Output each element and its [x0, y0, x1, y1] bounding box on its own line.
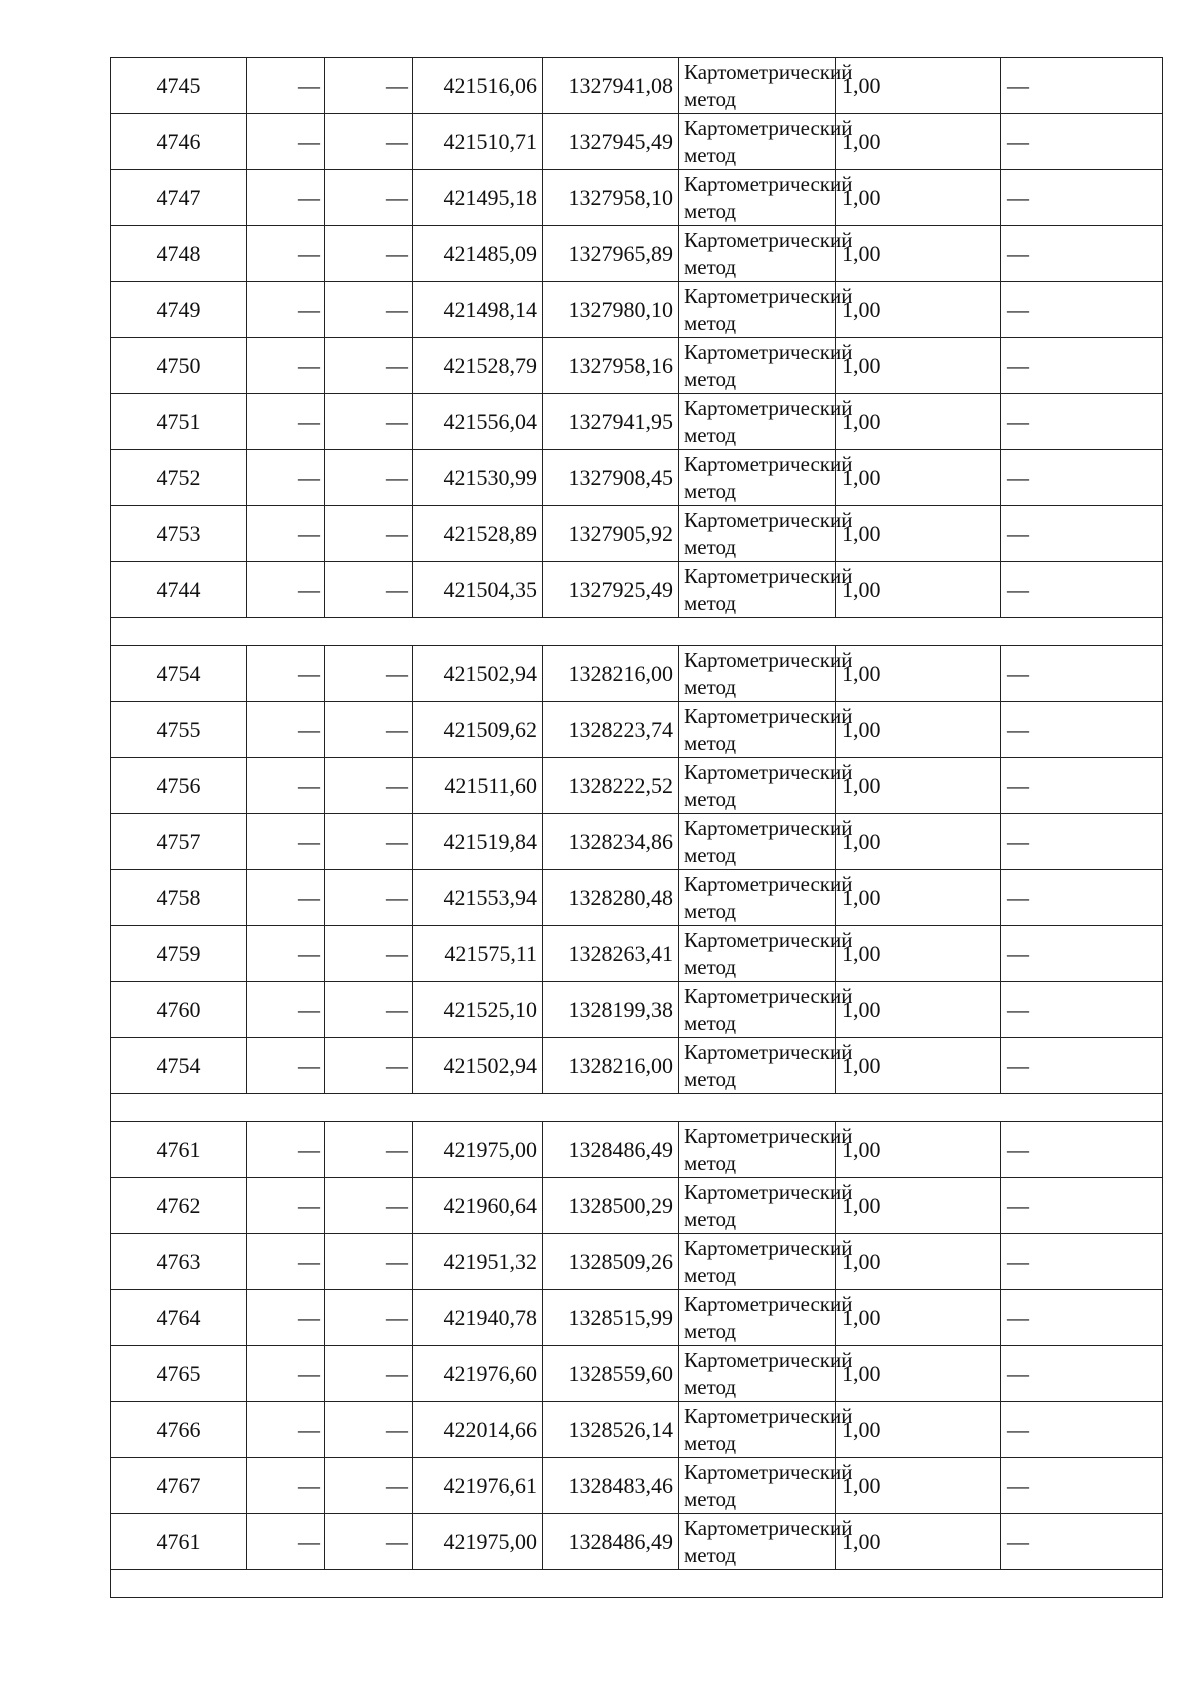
accuracy-cell: 1,00 — [836, 1458, 1001, 1514]
empty-value-cell: — — [247, 646, 325, 702]
empty-value-cell: — — [325, 982, 413, 1038]
x-coordinate-cell: 421960,64 — [413, 1178, 543, 1234]
y-coordinate-cell: 1328216,00 — [543, 1038, 679, 1094]
y-coordinate-cell: 1328500,29 — [543, 1178, 679, 1234]
note-cell: — — [1001, 702, 1163, 758]
y-coordinate-cell: 1328486,49 — [543, 1514, 679, 1570]
point-number-cell: 4766 — [111, 1402, 247, 1458]
point-number-cell: 4758 — [111, 870, 247, 926]
y-coordinate-cell: 1328216,00 — [543, 646, 679, 702]
empty-value-cell: — — [247, 450, 325, 506]
method-cell: Картометрический метод — [679, 170, 836, 226]
table-row — [111, 1038, 1163, 1094]
empty-value-cell: — — [325, 1178, 413, 1234]
note-cell: — — [1001, 870, 1163, 926]
method-cell: Картометрический метод — [679, 1402, 836, 1458]
empty-value-cell: — — [247, 282, 325, 338]
y-coordinate-cell: 1327965,89 — [543, 226, 679, 282]
empty-value-cell: — — [325, 1514, 413, 1570]
x-coordinate-cell: 421951,32 — [413, 1234, 543, 1290]
method-cell: Картометрический метод — [679, 1346, 836, 1402]
method-cell: Картометрический метод — [679, 338, 836, 394]
empty-value-cell: — — [325, 562, 413, 618]
x-coordinate-cell: 421516,06 — [413, 58, 543, 114]
accuracy-cell: 1,00 — [836, 1290, 1001, 1346]
y-coordinate-cell: 1328199,38 — [543, 982, 679, 1038]
note-cell: — — [1001, 1346, 1163, 1402]
note-cell: — — [1001, 758, 1163, 814]
empty-value-cell: — — [247, 338, 325, 394]
accuracy-cell: 1,00 — [836, 926, 1001, 982]
empty-value-cell: — — [325, 338, 413, 394]
x-coordinate-cell: 421502,94 — [413, 646, 543, 702]
empty-value-cell: — — [247, 870, 325, 926]
table-row — [111, 338, 1163, 394]
note-cell: — — [1001, 814, 1163, 870]
empty-value-cell: — — [247, 506, 325, 562]
accuracy-cell: 1,00 — [836, 1038, 1001, 1094]
table-row — [111, 702, 1163, 758]
y-coordinate-cell: 1328223,74 — [543, 702, 679, 758]
x-coordinate-cell: 421485,09 — [413, 226, 543, 282]
empty-value-cell: — — [247, 1122, 325, 1178]
method-cell: Картометрический метод — [679, 394, 836, 450]
empty-value-cell: — — [325, 1290, 413, 1346]
empty-value-cell: — — [247, 1514, 325, 1570]
accuracy-cell: 1,00 — [836, 338, 1001, 394]
method-cell: Картометрический метод — [679, 758, 836, 814]
accuracy-cell: 1,00 — [836, 506, 1001, 562]
method-cell: Картометрический метод — [679, 814, 836, 870]
x-coordinate-cell: 421509,62 — [413, 702, 543, 758]
empty-value-cell: — — [325, 58, 413, 114]
x-coordinate-cell: 421553,94 — [413, 870, 543, 926]
x-coordinate-cell: 421498,14 — [413, 282, 543, 338]
method-cell: Картометрический метод — [679, 1234, 836, 1290]
table-row — [111, 646, 1163, 702]
note-cell: — — [1001, 1178, 1163, 1234]
note-cell: — — [1001, 170, 1163, 226]
method-cell: Картометрический метод — [679, 226, 836, 282]
method-cell: Картометрический метод — [679, 926, 836, 982]
table-row — [111, 114, 1163, 170]
method-cell: Картометрический метод — [679, 58, 836, 114]
x-coordinate-cell: 421511,60 — [413, 758, 543, 814]
x-coordinate-cell: 421575,11 — [413, 926, 543, 982]
note-cell: — — [1001, 58, 1163, 114]
note-cell: — — [1001, 1234, 1163, 1290]
accuracy-cell: 1,00 — [836, 1234, 1001, 1290]
separator-cell — [111, 1094, 1163, 1122]
empty-value-cell: — — [325, 1402, 413, 1458]
empty-value-cell: — — [325, 870, 413, 926]
y-coordinate-cell: 1327980,10 — [543, 282, 679, 338]
x-coordinate-cell: 421528,79 — [413, 338, 543, 394]
method-cell: Картометрический метод — [679, 1290, 836, 1346]
point-number-cell: 4755 — [111, 702, 247, 758]
point-number-cell: 4748 — [111, 226, 247, 282]
method-cell: Картометрический метод — [679, 646, 836, 702]
x-coordinate-cell: 421525,10 — [413, 982, 543, 1038]
note-cell: — — [1001, 114, 1163, 170]
method-cell: Картометрический метод — [679, 702, 836, 758]
table-row — [111, 1458, 1163, 1514]
x-coordinate-cell: 421504,35 — [413, 562, 543, 618]
empty-value-cell: — — [325, 450, 413, 506]
accuracy-cell: 1,00 — [836, 870, 1001, 926]
note-cell: — — [1001, 562, 1163, 618]
accuracy-cell: 1,00 — [836, 1178, 1001, 1234]
table-row — [111, 1402, 1163, 1458]
accuracy-cell: 1,00 — [836, 58, 1001, 114]
table-row — [111, 562, 1163, 618]
empty-value-cell: — — [247, 170, 325, 226]
table-row — [111, 506, 1163, 562]
accuracy-cell: 1,00 — [836, 1402, 1001, 1458]
accuracy-cell: 1,00 — [836, 982, 1001, 1038]
empty-value-cell: — — [325, 1122, 413, 1178]
note-cell: — — [1001, 226, 1163, 282]
table-row — [111, 1178, 1163, 1234]
empty-value-cell: — — [325, 170, 413, 226]
table-row — [111, 1514, 1163, 1570]
note-cell: — — [1001, 394, 1163, 450]
y-coordinate-cell: 1327945,49 — [543, 114, 679, 170]
x-coordinate-cell: 421940,78 — [413, 1290, 543, 1346]
empty-value-cell: — — [325, 506, 413, 562]
note-cell: — — [1001, 926, 1163, 982]
accuracy-cell: 1,00 — [836, 114, 1001, 170]
table-row — [111, 1122, 1163, 1178]
method-cell: Картометрический метод — [679, 1038, 836, 1094]
accuracy-cell: 1,00 — [836, 646, 1001, 702]
y-coordinate-cell: 1328234,86 — [543, 814, 679, 870]
empty-value-cell: — — [247, 114, 325, 170]
empty-value-cell: — — [325, 814, 413, 870]
empty-value-cell: — — [325, 282, 413, 338]
separator-cell — [111, 1570, 1163, 1598]
method-cell: Картометрический метод — [679, 506, 836, 562]
empty-value-cell: — — [247, 1234, 325, 1290]
point-number-cell: 4746 — [111, 114, 247, 170]
empty-value-cell: — — [325, 1458, 413, 1514]
note-cell: — — [1001, 506, 1163, 562]
table-row — [111, 170, 1163, 226]
empty-value-cell: — — [325, 758, 413, 814]
note-cell: — — [1001, 982, 1163, 1038]
note-cell: — — [1001, 1038, 1163, 1094]
accuracy-cell: 1,00 — [836, 562, 1001, 618]
y-coordinate-cell: 1327958,16 — [543, 338, 679, 394]
table-row — [111, 226, 1163, 282]
table-row — [111, 926, 1163, 982]
point-number-cell: 4752 — [111, 450, 247, 506]
note-cell: — — [1001, 450, 1163, 506]
empty-value-cell: — — [325, 1346, 413, 1402]
y-coordinate-cell: 1327908,45 — [543, 450, 679, 506]
x-coordinate-cell: 421976,60 — [413, 1346, 543, 1402]
table-row — [111, 450, 1163, 506]
note-cell: — — [1001, 282, 1163, 338]
empty-value-cell: — — [247, 58, 325, 114]
point-number-cell: 4754 — [111, 1038, 247, 1094]
accuracy-cell: 1,00 — [836, 1122, 1001, 1178]
table-row — [111, 58, 1163, 114]
point-number-cell: 4757 — [111, 814, 247, 870]
accuracy-cell: 1,00 — [836, 1514, 1001, 1570]
note-cell: — — [1001, 1514, 1163, 1570]
empty-value-cell: — — [247, 926, 325, 982]
x-coordinate-cell: 421502,94 — [413, 1038, 543, 1094]
note-cell: — — [1001, 646, 1163, 702]
y-coordinate-cell: 1327941,95 — [543, 394, 679, 450]
accuracy-cell: 1,00 — [836, 1346, 1001, 1402]
x-coordinate-cell: 421556,04 — [413, 394, 543, 450]
point-number-cell: 4749 — [111, 282, 247, 338]
accuracy-cell: 1,00 — [836, 814, 1001, 870]
coordinates-table — [110, 57, 1163, 1598]
note-cell: — — [1001, 1122, 1163, 1178]
y-coordinate-cell: 1327958,10 — [543, 170, 679, 226]
empty-value-cell: — — [325, 114, 413, 170]
method-cell: Картометрический метод — [679, 982, 836, 1038]
method-cell: Картометрический метод — [679, 114, 836, 170]
group-separator-row — [111, 618, 1163, 646]
table-row — [111, 814, 1163, 870]
accuracy-cell: 1,00 — [836, 450, 1001, 506]
x-coordinate-cell: 421975,00 — [413, 1514, 543, 1570]
point-number-cell: 4765 — [111, 1346, 247, 1402]
y-coordinate-cell: 1327905,92 — [543, 506, 679, 562]
point-number-cell: 4745 — [111, 58, 247, 114]
empty-value-cell: — — [247, 226, 325, 282]
empty-value-cell: — — [325, 702, 413, 758]
method-cell: Картометрический метод — [679, 562, 836, 618]
accuracy-cell: 1,00 — [836, 226, 1001, 282]
note-cell: — — [1001, 338, 1163, 394]
empty-value-cell: — — [247, 562, 325, 618]
x-coordinate-cell: 421519,84 — [413, 814, 543, 870]
y-coordinate-cell: 1328483,46 — [543, 1458, 679, 1514]
y-coordinate-cell: 1328222,52 — [543, 758, 679, 814]
empty-value-cell: — — [325, 646, 413, 702]
empty-value-cell: — — [325, 1038, 413, 1094]
separator-cell — [111, 618, 1163, 646]
empty-value-cell: — — [247, 814, 325, 870]
x-coordinate-cell: 421495,18 — [413, 170, 543, 226]
point-number-cell: 4754 — [111, 646, 247, 702]
method-cell: Картометрический метод — [679, 1514, 836, 1570]
table-row — [111, 1234, 1163, 1290]
x-coordinate-cell: 421976,61 — [413, 1458, 543, 1514]
document-page — [110, 57, 1162, 1598]
y-coordinate-cell: 1328263,41 — [543, 926, 679, 982]
accuracy-cell: 1,00 — [836, 170, 1001, 226]
table-row — [111, 758, 1163, 814]
method-cell: Картометрический метод — [679, 1458, 836, 1514]
x-coordinate-cell: 421528,89 — [413, 506, 543, 562]
y-coordinate-cell: 1327941,08 — [543, 58, 679, 114]
table-row — [111, 1346, 1163, 1402]
empty-value-cell: — — [247, 1038, 325, 1094]
note-cell: — — [1001, 1402, 1163, 1458]
empty-value-cell: — — [247, 982, 325, 1038]
x-coordinate-cell: 421530,99 — [413, 450, 543, 506]
method-cell: Картометрический метод — [679, 870, 836, 926]
point-number-cell: 4759 — [111, 926, 247, 982]
point-number-cell: 4761 — [111, 1514, 247, 1570]
y-coordinate-cell: 1328526,14 — [543, 1402, 679, 1458]
method-cell: Картометрический метод — [679, 282, 836, 338]
y-coordinate-cell: 1328515,99 — [543, 1290, 679, 1346]
point-number-cell: 4744 — [111, 562, 247, 618]
note-cell: — — [1001, 1458, 1163, 1514]
table-row — [111, 394, 1163, 450]
group-separator-row — [111, 1094, 1163, 1122]
empty-value-cell: — — [325, 226, 413, 282]
empty-value-cell: — — [247, 1290, 325, 1346]
point-number-cell: 4751 — [111, 394, 247, 450]
x-coordinate-cell: 421510,71 — [413, 114, 543, 170]
empty-value-cell: — — [247, 758, 325, 814]
point-number-cell: 4760 — [111, 982, 247, 1038]
point-number-cell: 4747 — [111, 170, 247, 226]
point-number-cell: 4762 — [111, 1178, 247, 1234]
y-coordinate-cell: 1328559,60 — [543, 1346, 679, 1402]
table-row — [111, 870, 1163, 926]
empty-value-cell: — — [325, 394, 413, 450]
table-row — [111, 1290, 1163, 1346]
point-number-cell: 4767 — [111, 1458, 247, 1514]
method-cell: Картометрический метод — [679, 450, 836, 506]
note-cell: — — [1001, 1290, 1163, 1346]
accuracy-cell: 1,00 — [836, 702, 1001, 758]
table-row — [111, 282, 1163, 338]
empty-value-cell: — — [247, 1402, 325, 1458]
point-number-cell: 4756 — [111, 758, 247, 814]
empty-value-cell: — — [247, 1458, 325, 1514]
y-coordinate-cell: 1327925,49 — [543, 562, 679, 618]
x-coordinate-cell: 422014,66 — [413, 1402, 543, 1458]
point-number-cell: 4750 — [111, 338, 247, 394]
empty-value-cell: — — [247, 1178, 325, 1234]
group-separator-row — [111, 1570, 1163, 1598]
empty-value-cell: — — [325, 1234, 413, 1290]
x-coordinate-cell: 421975,00 — [413, 1122, 543, 1178]
table-body — [111, 58, 1163, 1598]
point-number-cell: 4764 — [111, 1290, 247, 1346]
accuracy-cell: 1,00 — [836, 758, 1001, 814]
y-coordinate-cell: 1328486,49 — [543, 1122, 679, 1178]
y-coordinate-cell: 1328509,26 — [543, 1234, 679, 1290]
accuracy-cell: 1,00 — [836, 394, 1001, 450]
method-cell: Картометрический метод — [679, 1178, 836, 1234]
empty-value-cell: — — [247, 1346, 325, 1402]
table-row — [111, 982, 1163, 1038]
empty-value-cell: — — [247, 702, 325, 758]
accuracy-cell: 1,00 — [836, 282, 1001, 338]
point-number-cell: 4761 — [111, 1122, 247, 1178]
point-number-cell: 4753 — [111, 506, 247, 562]
empty-value-cell: — — [247, 394, 325, 450]
empty-value-cell: — — [325, 926, 413, 982]
y-coordinate-cell: 1328280,48 — [543, 870, 679, 926]
method-cell: Картометрический метод — [679, 1122, 836, 1178]
point-number-cell: 4763 — [111, 1234, 247, 1290]
